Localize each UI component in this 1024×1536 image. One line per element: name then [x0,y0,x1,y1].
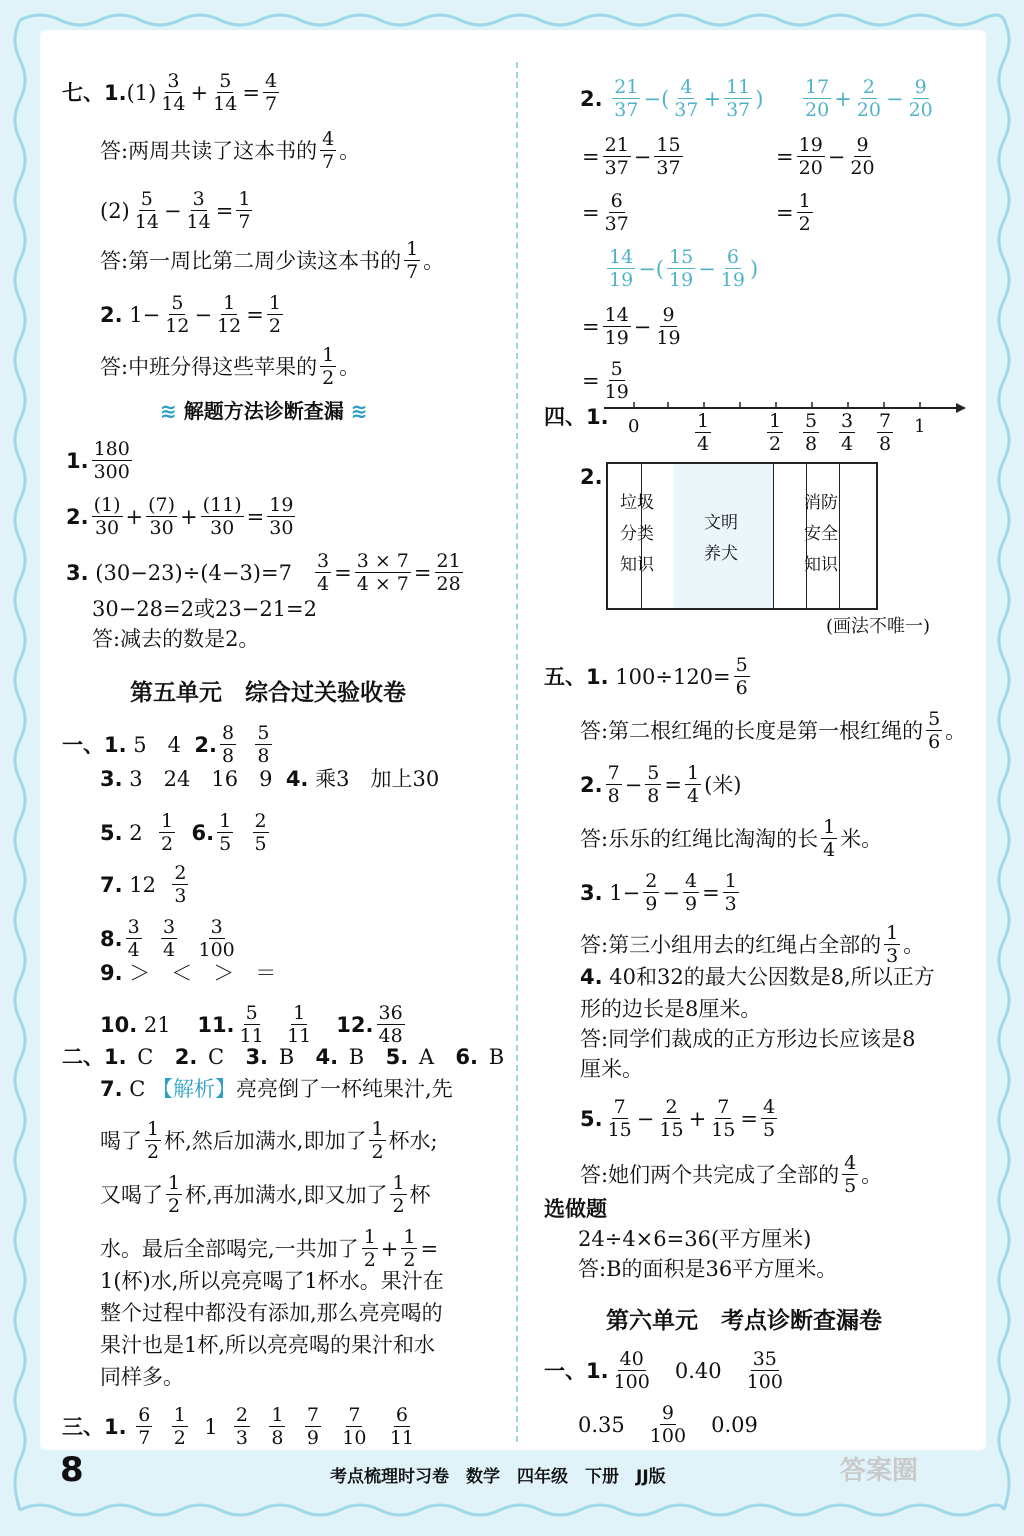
tick-label: 1 [914,416,926,437]
fraction: $\frac{1}{12}$ [217,292,242,337]
fraction: $\frac{3}{14}$ [161,70,186,115]
s5-3-line: 3. 1 − $\frac{2}{9}$ − $\frac{4}{9}$ = $\frac{1}{3}$ [580,870,737,915]
fraction: $\frac{5}{8}$ [805,410,818,455]
s4-2-label: 2. [580,465,603,489]
fraction: $\frac{1}{2}$ [168,1172,181,1217]
fraction: $\frac{5}{8}$ [647,762,660,807]
fraction: $\frac{9}{20}$ [908,76,933,121]
fraction: $\frac{7}{8}$ [607,762,620,807]
wave-icon: ≋ [160,399,184,423]
fraction: $\frac{19}{20}$ [798,134,823,179]
fraction: $\frac{3}{100}$ [198,916,235,961]
fraction: $\frac{21}{28}$ [436,550,461,595]
fraction: $\frac{3}{4}$ [317,550,330,595]
fraction: $\frac{1}{4}$ [823,816,836,861]
fraction: $\frac{21}{37}$ [604,134,629,179]
answer-line: 答:第一周比第二周少读这本书的 $\frac{1}{7}$ 。 [100,238,445,283]
fraction: $\frac{3 \times 7}{4 \times 7}$ [356,550,409,595]
fraction: $\frac{1}{7}$ [238,188,251,233]
r2-expr-c: $\frac{14}{19}$ −( $\frac{15}{19}$ − $\frac{6}{19}$ ) [609,246,759,291]
page-number: 8 [60,1450,84,1490]
answer-line: 答:第三小组用去的红绳占全部的 $\frac{1}{3}$ 。 [580,922,925,967]
text-line: 果汁也是1杯,所以亮亮喝的果汁和水 [100,1333,436,1357]
fraction: $\frac{9}{20}$ [850,134,875,179]
fraction: $\frac{6}{7}$ [138,1404,151,1449]
fraction: $\frac{1}{5}$ [219,810,232,855]
note-text: (画法不唯一) [826,616,931,637]
fraction: $\frac{4}{7}$ [264,70,278,115]
fraction: $\frac{5}{19}$ [604,358,629,403]
fraction: $\frac{15}{19}$ [668,246,694,291]
board-text: 垃圾 分类 知识 [620,493,654,575]
u1-line: 一、1. 5 4 2. $\frac{8}{8}$ $\frac{5}{8}$ [62,722,270,767]
fraction: $\frac{(11)}{30}$ [202,494,242,539]
fraction: $\frac{14}{19}$ [604,304,629,349]
fraction: $\frac{8}{8}$ [221,722,235,767]
fraction: $\frac{(1)}{30}$ [93,494,121,539]
s5-5-line: 5. $\frac{7}{15}$ − $\frac{2}{15}$ + $\frac{7}{15}$ = $\frac{4}{5}$ [580,1096,776,1141]
fraction: $\frac{1}{4}$ [687,762,700,807]
fraction: $\frac{21}{37}$ [614,76,639,121]
tick-label [764,410,786,455]
s5-1-line: 五、1. 100÷120= $\frac{5}{6}$ [544,654,748,699]
fraction: $\frac{1}{2}$ [769,410,782,455]
answer-line: 答:两周共读了这本书的 $\frac{4}{7}$ 。 [100,128,361,173]
fraction: $\frac{4}{7}$ [322,128,335,173]
answer-line: 答:同学们裁成的正方形边长应该是8 [580,1027,916,1051]
answer-line: 答:减去的数是2。 [92,627,260,651]
fraction: $\frac{2}{3}$ [235,1404,249,1449]
fraction: $\frac{(7)}{30}$ [148,494,176,539]
fraction: $\frac{19}{30}$ [269,494,294,539]
fraction: $\frac{3}{14}$ [186,188,211,233]
fraction: $\frac{15}{37}$ [656,134,681,179]
fraction: $\frac{4}{37}$ [674,76,699,121]
board-diagram [606,462,878,610]
tick-label [800,410,822,455]
r2-expr-b: $\frac{17}{20}$ + $\frac{2}{20}$ − $\frac{9}{20}$ [805,76,933,121]
analysis-tag: 【解析】 [152,1077,237,1101]
j1-line: 1. $\frac{180}{300}$ [66,438,130,483]
text-line: 水。最后全部喝完,一共加了 $\frac{1}{2}$ + $\frac{1}{2}$ = [100,1226,439,1271]
fraction: $\frac{180}{300}$ [93,438,130,483]
text-line: 1(杯)水,所以亮亮喝了1杯水。果汁在 [100,1269,444,1293]
fraction: $\frac{1}{2}$ [371,1118,384,1163]
fraction: $\frac{6}{37}$ [604,190,629,235]
answer-line: 答:中班分得这些苹果的 $\frac{1}{2}$ 。 [100,344,361,389]
watermark-logo: 答案圈 [840,1456,919,1486]
fraction: $\frac{17}{20}$ [805,76,830,121]
fraction: $\frac{1}{2}$ [403,1226,416,1271]
fraction: $\frac{1}{2}$ [268,292,281,337]
u3-line: 3. 3 24 16 9 4. 乘3 加上30 [100,767,440,791]
fraction: $\frac{1}{2}$ [392,1172,405,1217]
answer-line: 答:第二根红绳的长度是第一根红绳的 $\frac{5}{6}$ 。 [580,708,967,753]
optional-heading: 选做题 [544,1197,607,1221]
fraction: $\frac{7}{8}$ [879,410,892,455]
fraction: $\frac{2}{5}$ [254,810,267,855]
footer-text: 考点梳理时习卷 数学 四年级 下册 JJ版 [330,1467,666,1487]
fraction: $\frac{5}{6}$ [735,654,748,699]
fraction: $\frac{1}{2}$ [363,1226,376,1271]
fraction: $\frac{5}{8}$ [257,722,270,767]
fraction: $\frac{7}{10}$ [342,1404,367,1449]
q7-2-line: 2. 1 − $\frac{5}{12}$ − $\frac{1}{12}$ = $\frac{1}{2}$ [100,292,281,337]
fraction: $\frac{3}{4}$ [127,916,140,961]
fraction: $\frac{5}{14}$ [134,188,159,233]
u6-1-line: 一、1. $\frac{40}{100}$ 0.40 $\frac{35}{100}$ [544,1348,783,1393]
fraction: $\frac{1}{7}$ [406,238,419,283]
r2-step: = $\frac{14}{19}$ − $\frac{9}{19}$ [582,304,681,349]
text-line: 30−28=2或23−21=2 [92,597,317,621]
j2-line: 2. $\frac{(1)}{30}$ + $\frac{(7)}{30}$ + $\frac{(11)}{30}$ = $\frac{19}{30}$ [66,494,294,539]
s5-4-line: 4. 40和32的最大公因数是8,所以正方 [580,965,935,989]
fraction: $\frac{1}{3}$ [886,922,899,967]
fraction: $\frac{4}{9}$ [684,870,698,915]
fraction: $\frac{2}{20}$ [856,76,881,121]
unit-title: 第六单元 考点诊断查漏卷 [606,1308,882,1334]
u6-1b-line: 0.35 $\frac{9}{100}$ 0.09 [578,1402,758,1447]
tick-label [692,410,714,455]
fraction: $\frac{7}{15}$ [711,1096,736,1141]
fraction: $\frac{2}{15}$ [659,1096,684,1141]
text-line: 24÷4×6=36(平方厘米) [578,1227,812,1251]
board-text: 消防 安全 知识 [804,493,838,575]
fraction: $\frac{1}{3}$ [724,870,737,915]
fraction: $\frac{1}{4}$ [697,410,710,455]
j3-line: 3. (30−23)÷(4−3)=7 $\frac{3}{4}$ = $\frac{3 \times 7}{4 \times 7}$ = $\frac{21}{28}$ [66,550,461,595]
unit-title: 第五单元 综合过关验收卷 [130,680,406,706]
r2-step: = $\frac{1}{2}$ [776,190,811,235]
fraction: $\frac{9}{100}$ [649,1402,687,1447]
fraction: $\frac{2}{9}$ [645,870,658,915]
text-line: 同样多。 [100,1365,184,1389]
fraction: $\frac{1}{2}$ [798,190,811,235]
u8-line: 8. $\frac{3}{4}$ $\frac{3}{4}$ $\frac{3}{100}$ [100,916,235,961]
answer-line: 答:她们两个共完成了全部的 $\frac{4}{5}$ 。 [580,1152,883,1197]
fraction: $\frac{7}{15}$ [607,1096,632,1141]
board-text: 文明 养犬 [704,513,738,564]
q7-1-line: 七、1. (1) $\frac{3}{14}$ + $\frac{5}{14}$ = $\frac{4}{7}$ [62,70,278,115]
fraction: $\frac{9}{19}$ [656,304,681,349]
u9-line: 9. ＞ ＜ ＞ ＝ [100,961,277,985]
text-line: 喝了 $\frac{1}{2}$ 杯,然后加满水,即加了 $\frac{1}{2}$ 杯水; [100,1118,438,1163]
fraction: $\frac{5}{6}$ [928,708,941,753]
fraction: $\frac{6}{11}$ [389,1404,415,1449]
fraction: $\frac{5}{12}$ [165,292,190,337]
fraction: $\frac{35}{100}$ [746,1348,783,1393]
fraction: $\frac{3}{4}$ [163,916,176,961]
r2-step: = $\frac{19}{20}$ − $\frac{9}{20}$ [776,134,875,179]
e7-line: 7. C 【解析】 亮亮倒了一杯纯果汁,先 [100,1077,453,1101]
fraction: $\frac{1}{8}$ [271,1404,284,1449]
fraction: $\frac{1}{2}$ [161,810,174,855]
fraction: $\frac{1}{2}$ [173,1404,186,1449]
u10-line: 10. 21 11. $\frac{5}{11}$ $\frac{1}{11}$ 12. $\frac{36}{48}$ [100,1002,403,1047]
tick-label [836,410,858,455]
fraction: $\frac{1}{2}$ [147,1118,160,1163]
fraction: $\frac{36}{48}$ [378,1002,403,1047]
tick-label: 0 [628,416,640,437]
fraction: $\frac{4}{5}$ [762,1096,776,1141]
u7-line: 7. 12 $\frac{2}{3}$ [100,862,187,907]
section-banner: ≋ 解题方法诊断查漏 ≋ [160,399,368,423]
answer-line: 答:乐乐的红绳比淘淘的长 $\frac{1}{4}$ 米。 [580,816,883,861]
q7-1-2-line: (2) $\frac{5}{14}$ − $\frac{3}{14}$ = $\frac{1}{7}$ [100,188,251,233]
fraction: $\frac{4}{5}$ [844,1152,857,1197]
fraction: $\frac{3}{4}$ [841,410,854,455]
fraction: $\frac{5}{11}$ [239,1002,264,1047]
fraction: $\frac{11}{37}$ [726,76,751,121]
fraction: $\frac{40}{100}$ [613,1348,650,1393]
r2-line: 2. $\frac{21}{37}$ −( $\frac{4}{37}$ + $\frac{11}{37}$ ) [580,76,764,121]
wave-icon: ≋ [343,399,368,423]
column-separator [516,62,518,1442]
text-line: 整个过程中都没有添加,那么亮亮喝的 [100,1301,443,1325]
fraction: $\frac{1}{2}$ [322,344,335,389]
text-line: 厘米。 [580,1057,643,1081]
s3-line: 三、1. $\frac{6}{7}$ $\frac{1}{2}$ 1 $\frac{2}{3}$ $\frac{1}{8}$ $\frac{7}{9}$ $\frac{7}{10}$ $\frac{6}{11}$ [62,1404,415,1449]
fraction: $\frac{1}{11}$ [287,1002,312,1047]
fraction: $\frac{6}{19}$ [720,246,745,291]
fraction: $\frac{2}{3}$ [174,862,187,907]
u5-line: 5. 2 $\frac{1}{2}$ 6. $\frac{1}{5}$ $\frac{2}{5}$ [100,810,267,855]
choice-line: 二、1. C 2. C 3. B 4. B 5. A 6. B [62,1045,505,1069]
fraction: $\frac{14}{19}$ [609,246,634,291]
r2-step: = $\frac{21}{37}$ − $\frac{15}{37}$ [582,134,681,179]
fraction: $\frac{7}{9}$ [306,1404,319,1449]
text-line: 又喝了 $\frac{1}{2}$ 杯,再加满水,即又加了 $\frac{1}{2}$ 杯 [100,1172,431,1217]
r2-step: = $\frac{6}{37}$ [582,190,629,235]
text-line: 形的边长是8厘米。 [580,997,762,1021]
s4-label: 四、1. [544,405,609,429]
answer-line: 答:B的面积是36平方厘米。 [578,1257,838,1281]
s5-2-line: 2. $\frac{7}{8}$ − $\frac{5}{8}$ = $\frac{1}{4}$ (米) [580,762,742,807]
tick-label [874,410,896,455]
fraction: $\frac{5}{14}$ [213,70,238,115]
r2-step: = $\frac{5}{19}$ [582,358,629,403]
